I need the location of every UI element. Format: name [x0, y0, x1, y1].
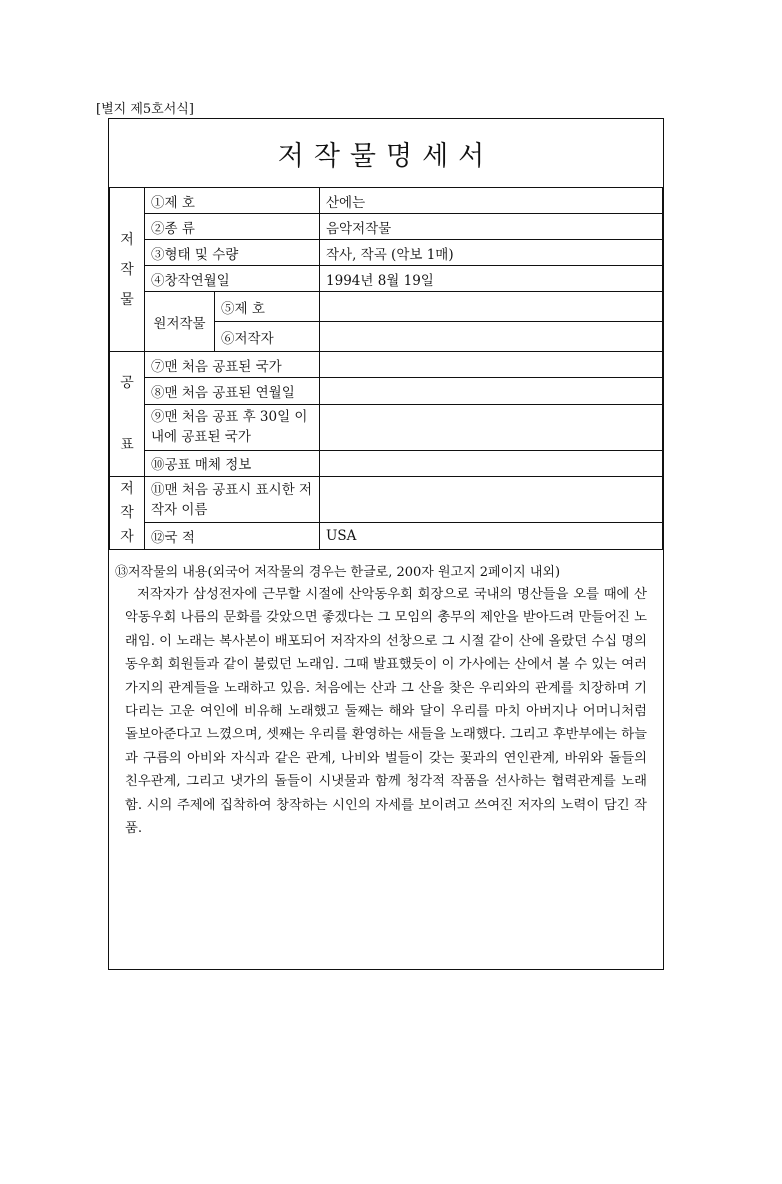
- table-row: [110, 214, 663, 240]
- table-row: [110, 450, 663, 476]
- table-row: [110, 352, 663, 378]
- table-row: [110, 240, 663, 266]
- section-author-header: 저 작 자: [110, 477, 145, 550]
- work-statement-form: [108, 118, 664, 970]
- creation-date-label: ④창작연월일: [145, 266, 320, 292]
- nationality-label: ⑫국 적: [145, 523, 320, 550]
- publication-within30-value[interactable]: [320, 404, 663, 450]
- description-heading: ⑬저작물의 내용(외국어 저작물의 경우는 한글로, 200자 원고지 2페이지 내외): [115, 565, 561, 580]
- work-form-label: ③형태 및 수량: [145, 240, 320, 266]
- publication-country-value[interactable]: [320, 352, 663, 378]
- table-row: [110, 378, 663, 404]
- publication-within30-label: ⑨맨 처음 공표 후 30일 이내에 공표된 국가: [145, 404, 320, 450]
- table-row: [110, 188, 663, 214]
- publication-media-value[interactable]: [320, 450, 663, 476]
- nationality-value[interactable]: USA: [320, 523, 663, 550]
- publication-media-label: ⑩공표 매체 정보: [145, 450, 320, 476]
- author-name-value[interactable]: [320, 477, 663, 523]
- section-work-header: 저 작 물: [110, 188, 145, 352]
- section-publication-header: 공 표: [110, 352, 145, 477]
- original-author-value[interactable]: [320, 322, 663, 352]
- details-table: [109, 187, 663, 550]
- table-row: [110, 404, 663, 450]
- table-row: [110, 523, 663, 550]
- form-number-label: [별지 제5호서식]: [96, 102, 194, 117]
- work-title-label: ①제 호: [145, 188, 320, 214]
- original-author-label: ⑥저작자: [215, 322, 320, 352]
- work-form-value[interactable]: 작사, 작곡 (악보 1매): [320, 240, 663, 266]
- creation-date-value[interactable]: 1994년 8월 19일: [320, 266, 663, 292]
- original-title-label: ⑤제 호: [215, 292, 320, 322]
- original-work-label: 원저작물: [145, 292, 215, 352]
- publication-date-value[interactable]: [320, 378, 663, 404]
- publication-country-label: ⑦맨 처음 공표된 국가: [145, 352, 320, 378]
- author-name-label: ⑪맨 처음 공표시 표시한 저작자 이름: [145, 477, 320, 523]
- table-row: [110, 266, 663, 292]
- description-body[interactable]: 저작자가 삼성전자에 근무할 시절에 산악동우회 회장으로 국내의 명산들을 오를 때에 산악동우회 나름의 문화를 갖았으면 좋겠다는 그 모임의 총무의 제안을 받아드려 만들어진 노래임. 이 노래는 복사본이 배포되어 저작자의 선창으로 그 시절 같이 산에 올랐던 수십 명의 동우회 회원들과 같이 불렀던 노래임. 그때 발표했듯이 이 가사에는 산에서 볼 수 있는 여러 가지의 관계들을 노래하고 있음. 처음에는 산과 그 산을 찾은 우리와의 관계를 치장하며 기다리는 고운 여인에 비유해 노래했고 둘째는 해와 달이 우리를 마치 아버지나 어머니처럼 돌보아준다고 느꼈으며, 셋째는 우리를 환영하는 새들을 노래했다. 그리고 후반부에는 하늘과 구름의 아비와 자식과 같은 관계, 나비와 벌들이 갖는 꽃과의 연인관계, 바위와 돌들의 친우관계, 그리고 냇가의 돌들이 시냇물과 함께 청각적 작품을 선사하는 협력관계를 노래함. 시의 주제에 집착하여 창작하는 시인의 자세를 보이려고 쓰여진 저자의 노력이 담긴 작품.: [125, 587, 647, 837]
- work-title-value[interactable]: 산에는: [320, 188, 663, 214]
- publication-date-label: ⑧맨 처음 공표된 연월일: [145, 378, 320, 404]
- table-row: [110, 292, 663, 322]
- table-row: [110, 477, 663, 523]
- work-type-label: ②종 류: [145, 214, 320, 240]
- original-title-value[interactable]: [320, 292, 663, 322]
- work-type-value[interactable]: 음악저작물: [320, 214, 663, 240]
- form-title: 저작물명세서: [277, 140, 495, 172]
